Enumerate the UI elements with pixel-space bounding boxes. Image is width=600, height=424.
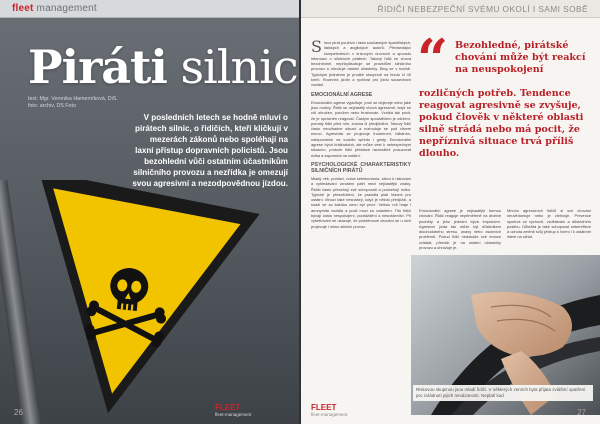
page-number-left: 26: [14, 408, 23, 417]
subheading-psychological-traits: PSYCHOLOGICKÉ CHARAKTERISTIKY SILNIČNÍCH PIRÁTŮ: [311, 161, 411, 174]
subheading-emotional-aggression: EMOCIONÁLNÍ AGRESE: [311, 91, 373, 98]
left-header: [0, 0, 299, 18]
left-page: [0, 0, 299, 424]
drop-cap: S: [311, 40, 322, 56]
text-column-3: Mnoho agresivních řidičů si své chování neuvědomuje nebo je zlehčuje. Prevence spočívá ve výchově, vzdělávání a důsledném postihu. Důležitá je také schopnost sebereflexe a ochota změnit svůj přístup k řízení i k ostatním lidem na silnici.: [507, 208, 591, 240]
running-header-title: ŘIDIČI NEBEZPEČNÍ SVÉMU OKOLÍ I SAMI SOBĚ: [377, 4, 588, 14]
right-header: [301, 0, 600, 18]
right-page: ŘIDIČI NEBEZPEČNÍ SVÉMU OKOLÍ I SAMI SOBĚ Slovo pirát používá i řada současných španělských, italských a anglických autorů. Předsedající kompetentních v krizových úrovních a spoustu informací o silničních pirátech. Takový řidič se chová bezohledně, nepřizpůsobuje se pravidlům silničního provozu a ohrožuje ostatní účastníky. Blog se v hodně. Typickým jednáním je prudké stoupnutí na brzdu či 40 km/h. Rozevírá jízdní a rychlost pro jízdu sousedních vozidel. EMOCIONÁLNÍ AGRESE Emocionální agrese vyjadřuje, proč se objevuje nebo jaké jsou motivy. Řidič se nejčastěji chová agresivně, když se cítí ohrožen, ponížen nebo frustrován. Vzniká tak pocit, že je oprávněn reagovat. Častým spouštěčem je zdržení, pomalý řidič před ním, kolona či předjíždění. Takový řidič často neodhadne situaci a rozhoduje se pod vlivem emocí. Agresivita se projevuje troubením, blikáním, nalepováním na vozidlo vpředu i gesty. Emocionální agrese bývá krátkodobá, ale může vést k nebezpečným situacím, protože řidič přestává racionálně posuzovat rizika a zapomíná na ostatní. PSYCHOLOGICKÉ CHARAKTERISTIKY SILNIČNÍCH PIRÁTŮ Mladý věk, pohlaví, nízká sebekontrola, sklon k riskování a vyhledávání vzrušení patří mezi nejčastější znaky. Řidiči často přeceňují své schopnosti a podceňují riziko. Typické je přesvědčení, že pravidla platí hlavně pro ostatní. Mnozí také nesnášejí, když je někdo předjíždí, a snaží se za každou cenu být první. Velkou roli hraje i anonymita vozidla a pocit moci za volantem. Tito řidiči bývají často nespokojení, podráždění a nesnášenliví. Při vyšetřování se ukazuje, že problémové chování se u nich projevuje i mimo silniční provoz. “ Bezohledné, pirátské chování může být reakcí na neuspokojení rozličných potřeb. Tendence reagovat agresivně se zvyšuje, pokud člověk v některé oblasti silně strádá nebo má pocit, že nepříznivá situace trvá příliš dlouho. Emocionální agrese je nejčastější formou chování. Řidič reaguje nepřiměřeně na drobné podněty a jeho jednání bývá impulzivní. Agresivní jízda tak může být důsledkem dlouhodobého stresu, únavy nebo osobních problémů. Pokud řidič nedokáže své emoce zvládat, přenáší je na ostatní účastníky provozu a ohrožuje je. Mnoho agresivních řidičů si své chování neuvědomuje nebo je zlehčuje. Prevence spočívá ve výchově, vzdělávání a důsledném postihu. Důležitá je také schopnost sebereflexe a ochota změnit svůj přístup k řízení i k ostatním lidem na silnici. Riskovou skupinou jsou mladí řidiči. V některých zemích byla přijata zvláštní opatření pro zvládnutí jejich nevázanosti. Neplatí kad FLEET fleet-management 27: [301, 0, 600, 424]
text-column-2: Emocionální agrese je nejčastější formou chování. Řidič reaguje nepřiměřeně na drobné podněty a jeho jednání bývá impulzivní. Agresivní jízda tak může být důsledkem dlouhodobého stresu, únavy nebo osobních problémů. Pokud řidič nedokáže své emoce zvládat, přenáší je na ostatní účastníky provozu a ohrožuje je.: [419, 208, 501, 251]
footer-logo-right: FLEET fleet-management: [311, 403, 348, 417]
article-title: Piráti silnic: [28, 40, 298, 94]
quote-mark-icon: “: [417, 27, 449, 91]
text-column-1: Slovo pirát používá i řada současných španělských, italských a anglických autorů. Předsedající kompetentních v krizových úrovních a spoustu informací o silničních pirátech. Takový řidič se chová bezohledně, nepřizpůsobuje se pravidlům silničního provozu a ohrožuje ostatní účastníky. Blog se v hodně. Typickým jednáním je prudké stoupnutí na brzdu či 40 km/h. Rozevírá jízdní a rychlost pro jízdu sousedních vozidel. EMOCIONÁLNÍ AGRESE Emocionální agrese vyjadřuje, proč se objevuje nebo jaké jsou motivy. Řidič se nejčastěji chová agresivně, když se cítí ohrožen, ponížen nebo frustrován. Vzniká tak pocit, že je oprávněn reagovat. Častým spouštěčem je zdržení, pomalý řidič před ním, kolona či předjíždění. Takový řidič často neodhadne situaci a rozhoduje se pod vlivem emocí. Agresivita se projevuje troubením, blikáním, nalepováním na vozidlo vpředu i gesty. Emocionální agrese bývá krátkodobá, ale může vést k nebezpečným situacím, protože řidič přestává racionálně posuzovat rizika a zapomíná na ostatní. PSYCHOLOGICKÉ CHARAKTERISTIKY SILNIČNÍCH PIRÁTŮ Mladý věk, pohlaví, nízká sebekontrola, sklon k riskování a vyhledávání vzrušení patří mezi nejčastější znaky. Řidiči často přeceňují své schopnosti a podceňují riziko. Typické je přesvědčení, že pravidla platí hlavně pro ostatní. Mnozí také nesnášejí, když je někdo předjíždí, a snaží se za každou cenu být první. Velkou roli hraje i anonymita vozidla a pocit moci za volantem. Tito řidiči bývají často nespokojení, podráždění a nesnášenliví. Při vyšetřování se ukazuje, že problémové chování se u nich projevuje i mimo silniční provoz.: [311, 40, 411, 229]
footer-logo-left: FLEET fleet-management: [215, 403, 252, 417]
article-credits: text: Mgr. Veronika Hamerníková, DiS. foto: archiv, DS Foto: [28, 96, 118, 109]
article-intro: V posledních letech se hodně mluví o pirátech silnic, o řidičích, kteří kličkují v mezerách zákonů nebo spoléhají na laxní přístup dopravních policistů. Jsou bezohlední vůči ostatním účastníkům silničního provozu a nezřídka je omezují svou agresivní a nezodpovědnou jízdou.: [132, 113, 288, 188]
page-number-right: 27: [577, 408, 586, 417]
toxic-warning-sign-illustration: [0, 180, 299, 424]
section-brand: fleet management: [12, 3, 97, 14]
photo-caption: Riskovou skupinou jsou mladí řidiči. V některých zemích byla přijata zvláštní opatření pro zvládnutí jejich nevázanosti. Neplatí kad: [413, 385, 593, 401]
